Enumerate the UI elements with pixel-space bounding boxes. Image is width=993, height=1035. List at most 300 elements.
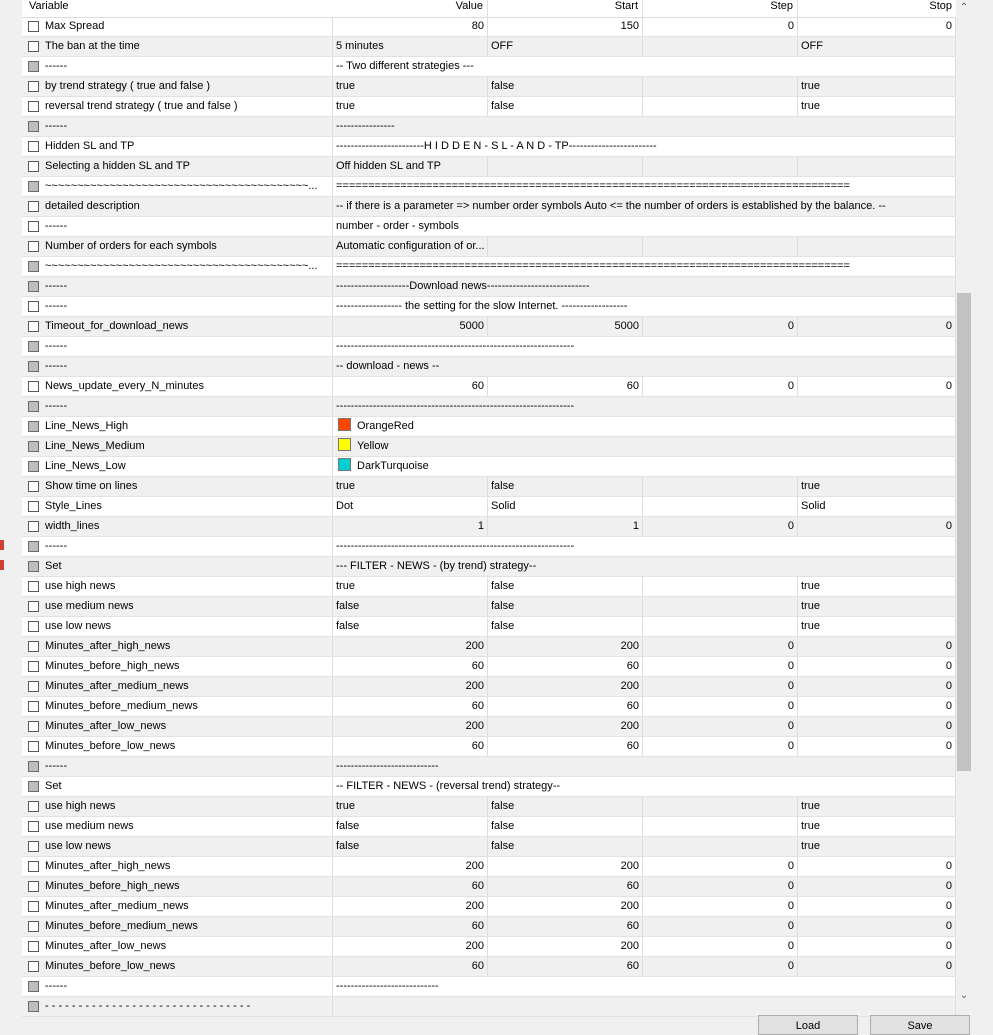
- variable-name-cell[interactable]: ------: [22, 117, 333, 136]
- start-cell[interactable]: 60: [488, 697, 643, 716]
- value-cell[interactable]: false: [333, 617, 488, 636]
- start-cell[interactable]: 200: [488, 717, 643, 736]
- variable-name-cell[interactable]: Minutes_before_high_news: [22, 877, 333, 896]
- variable-name-cell[interactable]: Max Spread: [22, 17, 333, 36]
- scroll-thumb[interactable]: [957, 293, 971, 771]
- stop-cell[interactable]: 0: [798, 377, 956, 396]
- variable-name-cell[interactable]: by trend strategy ( true and false ): [22, 77, 333, 96]
- step-cell[interactable]: 0: [643, 317, 798, 336]
- step-cell[interactable]: 0: [643, 717, 798, 736]
- scroll-down-icon[interactable]: ⌄: [959, 990, 969, 1001]
- optimize-checkbox[interactable]: [28, 741, 39, 752]
- stop-cell[interactable]: true: [798, 97, 956, 116]
- stop-cell[interactable]: OFF: [798, 37, 956, 56]
- optimize-checkbox[interactable]: [28, 861, 39, 872]
- step-cell[interactable]: 0: [643, 697, 798, 716]
- variable-name-cell[interactable]: Minutes_after_medium_news: [22, 677, 333, 696]
- variable-name-cell[interactable]: Line_News_Medium: [22, 437, 333, 456]
- table-row[interactable]: [22, 277, 956, 297]
- start-cell[interactable]: false: [488, 617, 643, 636]
- variable-name-cell[interactable]: ------: [22, 397, 333, 416]
- variable-name-cell[interactable]: Minutes_before_medium_news: [22, 917, 333, 936]
- step-cell[interactable]: 0: [643, 957, 798, 976]
- variable-name-cell[interactable]: Set: [22, 557, 333, 576]
- header-start[interactable]: Start: [488, 0, 643, 17]
- value-cell[interactable]: 60: [333, 957, 488, 976]
- variable-name-cell[interactable]: Minutes_before_low_news: [22, 957, 333, 976]
- optimize-checkbox[interactable]: [28, 21, 39, 32]
- variable-name-cell[interactable]: ------: [22, 277, 333, 296]
- variable-name-cell[interactable]: detailed description: [22, 197, 333, 216]
- variable-name-cell[interactable]: ------: [22, 217, 333, 236]
- value-cell[interactable]: true: [333, 77, 488, 96]
- stop-cell[interactable]: 0: [798, 737, 956, 756]
- table-row[interactable]: [22, 497, 956, 517]
- variable-name-cell[interactable]: ------: [22, 537, 333, 556]
- optimize-checkbox[interactable]: [28, 221, 39, 232]
- optimize-checkbox[interactable]: [28, 581, 39, 592]
- stop-cell[interactable]: 0: [798, 637, 956, 656]
- optimize-checkbox[interactable]: [28, 881, 39, 892]
- optimize-checkbox[interactable]: [28, 41, 39, 52]
- table-row[interactable]: [22, 937, 956, 957]
- stop-cell[interactable]: 0: [798, 957, 956, 976]
- window-edge-marker: [0, 560, 4, 570]
- step-cell[interactable]: [643, 157, 798, 176]
- variable-name-cell[interactable]: Set: [22, 777, 333, 796]
- table-row[interactable]: [22, 797, 956, 817]
- start-cell[interactable]: 60: [488, 657, 643, 676]
- optimize-checkbox[interactable]: [28, 121, 39, 132]
- variable-name-cell[interactable]: Minutes_after_medium_news: [22, 897, 333, 916]
- optimize-checkbox[interactable]: [28, 281, 39, 292]
- value-cell[interactable]: 5 minutes: [333, 37, 488, 56]
- step-cell[interactable]: [643, 817, 798, 836]
- variable-name-cell[interactable]: use medium news: [22, 817, 333, 836]
- value-cell[interactable]: 1: [333, 517, 488, 536]
- optimize-checkbox[interactable]: [28, 521, 39, 532]
- optimize-checkbox[interactable]: [28, 901, 39, 912]
- variable-name-cell[interactable]: Minutes_after_high_news: [22, 857, 333, 876]
- table-row[interactable]: [22, 837, 956, 857]
- optimize-checkbox[interactable]: [28, 161, 39, 172]
- table-row[interactable]: [22, 37, 956, 57]
- start-cell[interactable]: [488, 237, 643, 256]
- optimize-checkbox[interactable]: [28, 621, 39, 632]
- optimize-checkbox[interactable]: [28, 301, 39, 312]
- table-row[interactable]: [22, 17, 956, 37]
- start-cell[interactable]: 60: [488, 957, 643, 976]
- step-cell[interactable]: 0: [643, 737, 798, 756]
- variable-name-cell[interactable]: width_lines: [22, 517, 333, 536]
- variable-name-cell[interactable]: ~~~~~~~~~~~~~~~~~~~~~~~~~~~~~~~~~~~~~~~~~...: [22, 177, 333, 196]
- optimize-checkbox[interactable]: [28, 981, 39, 992]
- optimize-checkbox[interactable]: [28, 681, 39, 692]
- optimize-checkbox[interactable]: [28, 961, 39, 972]
- optimize-checkbox[interactable]: [28, 701, 39, 712]
- value-cell[interactable]: true: [333, 477, 488, 496]
- value-cell[interactable]: 200: [333, 857, 488, 876]
- value-cell[interactable]: 200: [333, 937, 488, 956]
- step-cell[interactable]: [643, 837, 798, 856]
- table-row[interactable]: [22, 737, 956, 757]
- start-cell[interactable]: 60: [488, 377, 643, 396]
- optimize-checkbox[interactable]: [28, 381, 39, 392]
- value-cell[interactable]: [333, 417, 956, 436]
- optimize-checkbox[interactable]: [28, 481, 39, 492]
- table-row[interactable]: [22, 417, 956, 437]
- value-cell[interactable]: 60: [333, 877, 488, 896]
- value-cell[interactable]: Off hidden SL and TP: [333, 157, 488, 176]
- stop-cell[interactable]: 0: [798, 697, 956, 716]
- value-cell[interactable]: -----------------------------------------------------------------: [333, 337, 956, 356]
- value-cell[interactable]: -----------------------------------------------------------------: [333, 397, 956, 416]
- table-row[interactable]: [22, 977, 956, 997]
- optimize-checkbox[interactable]: [28, 501, 39, 512]
- table-row[interactable]: [22, 717, 956, 737]
- start-cell[interactable]: 60: [488, 877, 643, 896]
- stop-cell[interactable]: 0: [798, 717, 956, 736]
- table-row[interactable]: [22, 577, 956, 597]
- variable-name-cell[interactable]: ------: [22, 57, 333, 76]
- save-button[interactable]: Save: [870, 1015, 970, 1035]
- table-row[interactable]: [22, 137, 956, 157]
- table-row[interactable]: [22, 637, 956, 657]
- value-cell[interactable]: number - order - symbols: [333, 217, 956, 236]
- value-cell[interactable]: ----------------: [333, 117, 956, 136]
- start-cell[interactable]: 200: [488, 937, 643, 956]
- optimize-checkbox[interactable]: [28, 721, 39, 732]
- start-cell[interactable]: 200: [488, 637, 643, 656]
- variable-name-cell[interactable]: ------: [22, 977, 333, 996]
- stop-cell[interactable]: 0: [798, 937, 956, 956]
- header-step[interactable]: Step: [643, 0, 798, 17]
- start-cell[interactable]: false: [488, 817, 643, 836]
- variable-name-cell[interactable]: ------: [22, 357, 333, 376]
- step-cell[interactable]: 0: [643, 857, 798, 876]
- vertical-scrollbar[interactable]: [956, 0, 972, 1004]
- stop-cell[interactable]: true: [798, 477, 956, 496]
- variable-name-cell[interactable]: use medium news: [22, 597, 333, 616]
- value-cell[interactable]: -- download - news --: [333, 357, 956, 376]
- step-cell[interactable]: [643, 617, 798, 636]
- variable-name-cell[interactable]: News_update_every_N_minutes: [22, 377, 333, 396]
- variable-name-cell[interactable]: Minutes_after_low_news: [22, 937, 333, 956]
- optimize-checkbox[interactable]: [28, 641, 39, 652]
- variable-name-cell[interactable]: ------: [22, 757, 333, 776]
- step-cell[interactable]: [643, 497, 798, 516]
- value-cell[interactable]: 5000: [333, 317, 488, 336]
- optimize-checkbox[interactable]: [28, 601, 39, 612]
- table-row[interactable]: [22, 877, 956, 897]
- stop-cell[interactable]: 0: [798, 677, 956, 696]
- value-cell[interactable]: -----------------------------------------------------------------: [333, 537, 956, 556]
- variable-name-cell[interactable]: Minutes_before_medium_news: [22, 697, 333, 716]
- start-cell[interactable]: false: [488, 477, 643, 496]
- value-cell[interactable]: -- Two different strategies ---: [333, 57, 956, 76]
- table-row[interactable]: [22, 517, 956, 537]
- start-cell[interactable]: 200: [488, 857, 643, 876]
- optimize-checkbox[interactable]: [28, 261, 39, 272]
- value-cell[interactable]: true: [333, 577, 488, 596]
- header-variable[interactable]: Variable: [29, 0, 69, 12]
- variable-name-cell[interactable]: - - - - - - - - - - - - - - - - - - - - - - - - - - - - - - -: [22, 997, 333, 1016]
- table-row[interactable]: [22, 297, 956, 317]
- variable-name-cell[interactable]: Line_News_Low: [22, 457, 333, 476]
- start-cell[interactable]: 60: [488, 737, 643, 756]
- optimize-checkbox[interactable]: [28, 1001, 39, 1012]
- step-cell[interactable]: 0: [643, 917, 798, 936]
- variable-name-cell[interactable]: ------: [22, 297, 333, 316]
- optimize-checkbox[interactable]: [28, 821, 39, 832]
- variable-name-cell[interactable]: Minutes_before_low_news: [22, 737, 333, 756]
- optimize-checkbox[interactable]: [28, 401, 39, 412]
- variable-name-cell[interactable]: Show time on lines: [22, 477, 333, 496]
- variable-name-cell[interactable]: reversal trend strategy ( true and false ): [22, 97, 333, 116]
- stop-cell[interactable]: true: [798, 577, 956, 596]
- value-cell[interactable]: 60: [333, 737, 488, 756]
- variable-name-cell[interactable]: Hidden SL and TP: [22, 137, 333, 156]
- step-cell[interactable]: 0: [643, 17, 798, 36]
- table-row[interactable]: [22, 997, 956, 1017]
- table-row[interactable]: [22, 677, 956, 697]
- value-cell[interactable]: 80: [333, 17, 488, 36]
- table-row[interactable]: [22, 217, 956, 237]
- value-cell[interactable]: false: [333, 597, 488, 616]
- table-row[interactable]: [22, 377, 956, 397]
- value-cell[interactable]: 200: [333, 677, 488, 696]
- variable-name-cell[interactable]: Minutes_after_high_news: [22, 637, 333, 656]
- variable-name-cell[interactable]: Minutes_before_high_news: [22, 657, 333, 676]
- step-cell[interactable]: 0: [643, 897, 798, 916]
- value-cell[interactable]: true: [333, 97, 488, 116]
- table-row[interactable]: [22, 177, 956, 197]
- optimize-checkbox[interactable]: [28, 561, 39, 572]
- stop-cell[interactable]: [798, 237, 956, 256]
- load-button[interactable]: Load: [758, 1015, 858, 1035]
- start-cell[interactable]: [488, 157, 643, 176]
- step-cell[interactable]: [643, 477, 798, 496]
- optimize-checkbox[interactable]: [28, 181, 39, 192]
- optimize-checkbox[interactable]: [28, 441, 39, 452]
- value-cell[interactable]: [333, 997, 956, 1016]
- optimize-checkbox[interactable]: [28, 921, 39, 932]
- table-row[interactable]: [22, 337, 956, 357]
- value-cell[interactable]: false: [333, 837, 488, 856]
- start-cell[interactable]: false: [488, 97, 643, 116]
- start-cell[interactable]: false: [488, 577, 643, 596]
- table-row[interactable]: [22, 917, 956, 937]
- step-cell[interactable]: [643, 37, 798, 56]
- step-cell[interactable]: [643, 97, 798, 116]
- optimize-checkbox[interactable]: [28, 421, 39, 432]
- step-cell[interactable]: [643, 577, 798, 596]
- table-row[interactable]: [22, 897, 956, 917]
- table-row[interactable]: [22, 617, 956, 637]
- stop-cell[interactable]: 0: [798, 877, 956, 896]
- header-stop[interactable]: Stop: [929, 0, 952, 12]
- optimize-checkbox[interactable]: [28, 801, 39, 812]
- step-cell[interactable]: 0: [643, 677, 798, 696]
- start-cell[interactable]: 200: [488, 897, 643, 916]
- table-row[interactable]: [22, 757, 956, 777]
- start-cell[interactable]: OFF: [488, 37, 643, 56]
- step-cell[interactable]: 0: [643, 377, 798, 396]
- start-cell[interactable]: false: [488, 837, 643, 856]
- value-cell[interactable]: -- FILTER - NEWS - (reversal trend) strategy--: [333, 777, 956, 796]
- optimize-checkbox[interactable]: [28, 941, 39, 952]
- stop-cell[interactable]: true: [798, 817, 956, 836]
- value-cell[interactable]: ------------------------H I D D E N - S L - A N D - TP------------------------: [333, 137, 956, 156]
- step-cell[interactable]: [643, 797, 798, 816]
- value-cell[interactable]: ------------------ the setting for the slow Internet. ------------------: [333, 297, 956, 316]
- variable-name-cell[interactable]: Minutes_after_low_news: [22, 717, 333, 736]
- variable-name-cell[interactable]: Line_News_High: [22, 417, 333, 436]
- optimize-checkbox[interactable]: [28, 781, 39, 792]
- value-cell[interactable]: ================================================================================: [333, 257, 956, 276]
- table-row[interactable]: [22, 237, 956, 257]
- color-swatch-icon: [338, 458, 351, 471]
- optimize-checkbox[interactable]: [28, 201, 39, 212]
- value-cell[interactable]: ================================================================================: [333, 177, 956, 196]
- table-row[interactable]: [22, 597, 956, 617]
- table-row[interactable]: [22, 697, 956, 717]
- table-row[interactable]: [22, 657, 956, 677]
- value-cell[interactable]: [333, 437, 956, 456]
- optimize-checkbox[interactable]: [28, 761, 39, 772]
- start-cell[interactable]: false: [488, 597, 643, 616]
- start-cell[interactable]: 200: [488, 677, 643, 696]
- table-row[interactable]: [22, 57, 956, 77]
- variable-name-cell[interactable]: use high news: [22, 577, 333, 596]
- value-cell[interactable]: Automatic configuration of or...: [333, 237, 488, 256]
- table-row[interactable]: [22, 477, 956, 497]
- value-cell[interactable]: 60: [333, 917, 488, 936]
- stop-cell[interactable]: Solid: [798, 497, 956, 516]
- start-cell[interactable]: false: [488, 797, 643, 816]
- table-row[interactable]: [22, 117, 956, 137]
- optimize-checkbox[interactable]: [28, 101, 39, 112]
- optimize-checkbox[interactable]: [28, 141, 39, 152]
- value-cell[interactable]: ----------------------------: [333, 977, 956, 996]
- table-row[interactable]: [22, 97, 956, 117]
- stop-cell[interactable]: 0: [798, 657, 956, 676]
- value-cell[interactable]: 60: [333, 657, 488, 676]
- optimize-checkbox[interactable]: [28, 241, 39, 252]
- table-row[interactable]: [22, 77, 956, 97]
- value-cell[interactable]: 200: [333, 637, 488, 656]
- optimize-checkbox[interactable]: [28, 541, 39, 552]
- table-row[interactable]: [22, 317, 956, 337]
- value-cell[interactable]: true: [333, 797, 488, 816]
- stop-cell[interactable]: 0: [798, 857, 956, 876]
- variable-name-cell[interactable]: The ban at the time: [22, 37, 333, 56]
- step-cell[interactable]: 0: [643, 517, 798, 536]
- value-cell[interactable]: 60: [333, 377, 488, 396]
- start-cell[interactable]: Solid: [488, 497, 643, 516]
- table-row[interactable]: [22, 157, 956, 177]
- variable-name-cell[interactable]: ~~~~~~~~~~~~~~~~~~~~~~~~~~~~~~~~~~~~~~~~~...: [22, 257, 333, 276]
- variable-name-cell[interactable]: use low news: [22, 617, 333, 636]
- stop-cell[interactable]: 0: [798, 317, 956, 336]
- start-cell[interactable]: 5000: [488, 317, 643, 336]
- step-cell[interactable]: 0: [643, 637, 798, 656]
- step-cell[interactable]: 0: [643, 937, 798, 956]
- stop-cell[interactable]: 0: [798, 517, 956, 536]
- value-cell[interactable]: 200: [333, 897, 488, 916]
- value-cell[interactable]: [333, 457, 956, 476]
- stop-cell[interactable]: true: [798, 797, 956, 816]
- optimize-checkbox[interactable]: [28, 321, 39, 332]
- start-cell[interactable]: 150: [488, 17, 643, 36]
- value-cell[interactable]: --------------------Download news----------------------------: [333, 277, 956, 296]
- table-row[interactable]: [22, 557, 956, 577]
- optimize-checkbox[interactable]: [28, 461, 39, 472]
- variable-name-cell[interactable]: use low news: [22, 837, 333, 856]
- value-cell[interactable]: 60: [333, 697, 488, 716]
- step-cell[interactable]: [643, 77, 798, 96]
- table-row[interactable]: [22, 397, 956, 417]
- value-cell[interactable]: Dot: [333, 497, 488, 516]
- table-row[interactable]: [22, 857, 956, 877]
- stop-cell[interactable]: 0: [798, 917, 956, 936]
- value-cell[interactable]: 200: [333, 717, 488, 736]
- start-cell[interactable]: 60: [488, 917, 643, 936]
- step-cell[interactable]: 0: [643, 877, 798, 896]
- table-row[interactable]: [22, 817, 956, 837]
- optimize-checkbox[interactable]: [28, 841, 39, 852]
- table-row[interactable]: [22, 437, 956, 457]
- optimize-checkbox[interactable]: [28, 361, 39, 372]
- table-row[interactable]: [22, 357, 956, 377]
- step-cell[interactable]: [643, 237, 798, 256]
- variable-name-cell[interactable]: use high news: [22, 797, 333, 816]
- stop-cell[interactable]: 0: [798, 17, 956, 36]
- optimize-checkbox[interactable]: [28, 61, 39, 72]
- stop-cell[interactable]: [798, 157, 956, 176]
- header-value[interactable]: Value: [333, 0, 488, 17]
- table-row[interactable]: [22, 957, 956, 977]
- optimize-checkbox[interactable]: [28, 341, 39, 352]
- variable-name-cell[interactable]: Number of orders for each symbols: [22, 237, 333, 256]
- step-cell[interactable]: 0: [643, 657, 798, 676]
- start-cell[interactable]: 1: [488, 517, 643, 536]
- step-cell[interactable]: [643, 597, 798, 616]
- optimize-checkbox[interactable]: [28, 81, 39, 92]
- stop-cell[interactable]: true: [798, 837, 956, 856]
- stop-cell[interactable]: true: [798, 597, 956, 616]
- table-row[interactable]: [22, 257, 956, 277]
- variable-name-cell[interactable]: Style_Lines: [22, 497, 333, 516]
- stop-cell[interactable]: 0: [798, 897, 956, 916]
- stop-cell[interactable]: true: [798, 77, 956, 96]
- value-cell[interactable]: ----------------------------: [333, 757, 956, 776]
- variable-name-cell[interactable]: Selecting a hidden SL and TP: [22, 157, 333, 176]
- table-row[interactable]: [22, 777, 956, 797]
- variable-name-cell[interactable]: Timeout_for_download_news: [22, 317, 333, 336]
- variable-name-cell[interactable]: ------: [22, 337, 333, 356]
- value-cell[interactable]: --- FILTER - NEWS - (by trend) strategy--: [333, 557, 956, 576]
- stop-cell[interactable]: true: [798, 617, 956, 636]
- value-cell[interactable]: -- if there is a parameter => number order symbols Auto <= the number of orders is established by the balance. --: [333, 197, 956, 216]
- table-row[interactable]: [22, 197, 956, 217]
- table-row[interactable]: [22, 537, 956, 557]
- optimize-checkbox[interactable]: [28, 661, 39, 672]
- scroll-up-icon[interactable]: ⌃: [959, 2, 969, 13]
- start-cell[interactable]: false: [488, 77, 643, 96]
- value-cell[interactable]: false: [333, 817, 488, 836]
- table-row[interactable]: [22, 457, 956, 477]
